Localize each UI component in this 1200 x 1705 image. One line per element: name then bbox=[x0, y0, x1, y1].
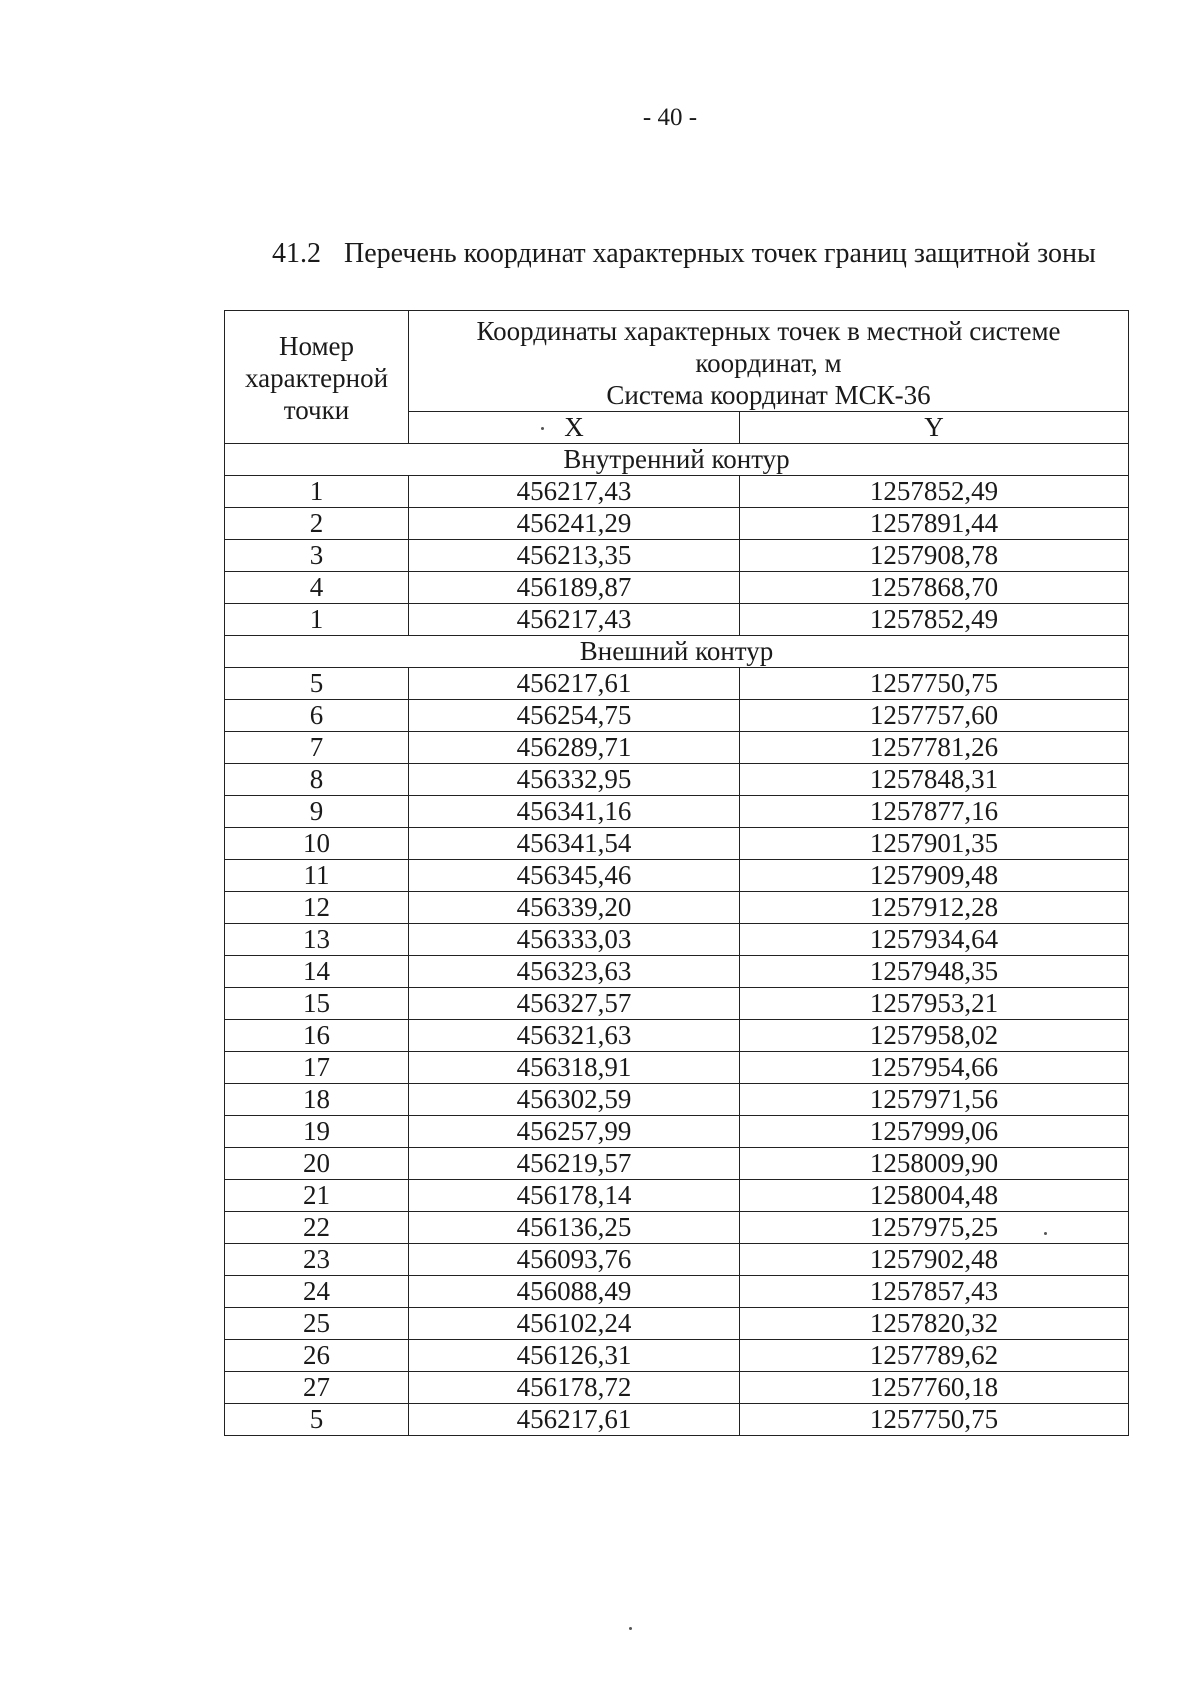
table-row bbox=[225, 1020, 1129, 1052]
table-row bbox=[225, 668, 1129, 700]
x-coordinate-cell: 456254,75 bbox=[409, 700, 740, 732]
section-title: Внутренний контур bbox=[225, 444, 1129, 476]
point-number-cell: 19 bbox=[225, 1116, 409, 1148]
y-coordinate-cell: 1257852,49 bbox=[740, 476, 1129, 508]
x-coordinate-cell: 456289,71 bbox=[409, 732, 740, 764]
y-coordinate-cell: 1257954,66 bbox=[740, 1052, 1129, 1084]
table-row bbox=[225, 1180, 1129, 1212]
table-row bbox=[225, 1276, 1129, 1308]
y-coordinate-cell: 1257934,64 bbox=[740, 924, 1129, 956]
x-coordinate-cell: 456217,43 bbox=[409, 604, 740, 636]
table-row bbox=[225, 764, 1129, 796]
y-coordinate-cell: 1257953,21 bbox=[740, 988, 1129, 1020]
section-title: Перечень координат характерных точек границ защитной зоны bbox=[344, 238, 1096, 269]
y-coordinate-cell: 1257948,35 bbox=[740, 956, 1129, 988]
y-coordinate-cell: 1257757,60 bbox=[740, 700, 1129, 732]
point-number-cell: 24 bbox=[225, 1276, 409, 1308]
x-coordinate-cell: 456189,87 bbox=[409, 572, 740, 604]
x-coordinate-cell: 456302,59 bbox=[409, 1084, 740, 1116]
header-point-number-line: точки bbox=[283, 395, 350, 425]
scan-speck bbox=[1044, 1232, 1047, 1235]
scan-speck bbox=[541, 427, 544, 430]
point-number-cell: 11 bbox=[225, 860, 409, 892]
y-coordinate-cell: 1257750,75 bbox=[740, 1404, 1129, 1436]
point-number-cell: 14 bbox=[225, 956, 409, 988]
table-row bbox=[225, 1052, 1129, 1084]
point-number-cell: 22 bbox=[225, 1212, 409, 1244]
table-row bbox=[225, 828, 1129, 860]
table-body bbox=[225, 444, 1129, 1436]
section-row bbox=[225, 636, 1129, 668]
x-coordinate-cell: 456341,16 bbox=[409, 796, 740, 828]
x-coordinate-cell: 456339,20 bbox=[409, 892, 740, 924]
table-row bbox=[225, 1372, 1129, 1404]
table-row bbox=[225, 1116, 1129, 1148]
x-coordinate-cell: 456327,57 bbox=[409, 988, 740, 1020]
x-coordinate-cell: 456219,57 bbox=[409, 1148, 740, 1180]
section-heading bbox=[272, 238, 1096, 270]
table-row bbox=[225, 508, 1129, 540]
x-coordinate-cell: 456126,31 bbox=[409, 1340, 740, 1372]
table-row bbox=[225, 700, 1129, 732]
y-coordinate-cell: 1257975,25 bbox=[740, 1212, 1129, 1244]
header-y: Y bbox=[740, 412, 1129, 444]
section-number: 41.2 bbox=[272, 238, 321, 269]
header-coordinates bbox=[409, 311, 1129, 412]
x-coordinate-cell: 456217,61 bbox=[409, 668, 740, 700]
point-number-cell: 1 bbox=[225, 476, 409, 508]
table-row bbox=[225, 860, 1129, 892]
point-number-cell: 2 bbox=[225, 508, 409, 540]
x-coordinate-cell: 456088,49 bbox=[409, 1276, 740, 1308]
x-coordinate-cell: 456213,35 bbox=[409, 540, 740, 572]
y-coordinate-cell: 1257908,78 bbox=[740, 540, 1129, 572]
point-number-cell: 12 bbox=[225, 892, 409, 924]
x-coordinate-cell: 456321,63 bbox=[409, 1020, 740, 1052]
point-number-cell: 21 bbox=[225, 1180, 409, 1212]
point-number-cell: 27 bbox=[225, 1372, 409, 1404]
page-number: - 40 - bbox=[642, 104, 698, 131]
point-number-cell: 3 bbox=[225, 540, 409, 572]
y-coordinate-cell: 1257912,28 bbox=[740, 892, 1129, 924]
coordinates-table bbox=[224, 310, 1129, 1436]
x-coordinate-cell: 456333,03 bbox=[409, 924, 740, 956]
x-coordinate-cell: 456345,46 bbox=[409, 860, 740, 892]
point-number-cell: 7 bbox=[225, 732, 409, 764]
point-number-cell: 17 bbox=[225, 1052, 409, 1084]
table-row bbox=[225, 796, 1129, 828]
x-coordinate-cell: 456217,43 bbox=[409, 476, 740, 508]
y-coordinate-cell: 1257868,70 bbox=[740, 572, 1129, 604]
table-row bbox=[225, 604, 1129, 636]
y-coordinate-cell: 1257958,02 bbox=[740, 1020, 1129, 1052]
x-coordinate-cell: 456102,24 bbox=[409, 1308, 740, 1340]
y-coordinate-cell: 1257891,44 bbox=[740, 508, 1129, 540]
point-number-cell: 4 bbox=[225, 572, 409, 604]
section-title: Внешний контур bbox=[225, 636, 1129, 668]
table-row bbox=[225, 1084, 1129, 1116]
y-coordinate-cell: 1257820,32 bbox=[740, 1308, 1129, 1340]
y-coordinate-cell: 1258009,90 bbox=[740, 1148, 1129, 1180]
table-row bbox=[225, 1212, 1129, 1244]
table-row bbox=[225, 572, 1129, 604]
table-row bbox=[225, 732, 1129, 764]
y-coordinate-cell: 1257909,48 bbox=[740, 860, 1129, 892]
point-number-cell: 10 bbox=[225, 828, 409, 860]
y-coordinate-cell: 1257999,06 bbox=[740, 1116, 1129, 1148]
x-coordinate-cell: 456093,76 bbox=[409, 1244, 740, 1276]
header-point-number-line: Номер bbox=[278, 331, 355, 361]
table-row bbox=[225, 1340, 1129, 1372]
table-row bbox=[225, 1308, 1129, 1340]
header-point-number-line: характерной bbox=[244, 363, 389, 393]
point-number-cell: 25 bbox=[225, 1308, 409, 1340]
point-number-cell: 26 bbox=[225, 1340, 409, 1372]
y-coordinate-cell: 1257781,26 bbox=[740, 732, 1129, 764]
y-coordinate-cell: 1258004,48 bbox=[740, 1180, 1129, 1212]
point-number-cell: 20 bbox=[225, 1148, 409, 1180]
x-coordinate-cell: 456217,61 bbox=[409, 1404, 740, 1436]
y-coordinate-cell: 1257789,62 bbox=[740, 1340, 1129, 1372]
point-number-cell: 9 bbox=[225, 796, 409, 828]
point-number-cell: 5 bbox=[225, 1404, 409, 1436]
scan-speck bbox=[629, 1627, 632, 1630]
y-coordinate-cell: 1257848,31 bbox=[740, 764, 1129, 796]
header-x: X bbox=[409, 412, 740, 444]
x-coordinate-cell: 456136,25 bbox=[409, 1212, 740, 1244]
x-coordinate-cell: 456318,91 bbox=[409, 1052, 740, 1084]
x-coordinate-cell: 456241,29 bbox=[409, 508, 740, 540]
y-coordinate-cell: 1257901,35 bbox=[740, 828, 1129, 860]
x-coordinate-cell: 456178,72 bbox=[409, 1372, 740, 1404]
table-row bbox=[225, 1244, 1129, 1276]
x-coordinate-cell: 456332,95 bbox=[409, 764, 740, 796]
x-coordinate-cell: 456257,99 bbox=[409, 1116, 740, 1148]
y-coordinate-cell: 1257877,16 bbox=[740, 796, 1129, 828]
x-coordinate-cell: 456341,54 bbox=[409, 828, 740, 860]
table-row bbox=[225, 540, 1129, 572]
point-number-cell: 8 bbox=[225, 764, 409, 796]
y-coordinate-cell: 1257750,75 bbox=[740, 668, 1129, 700]
table-row bbox=[225, 924, 1129, 956]
table-header bbox=[225, 311, 1129, 444]
point-number-cell: 18 bbox=[225, 1084, 409, 1116]
header-coordinates-line: Координаты характерных точек в местной системе bbox=[476, 316, 1061, 346]
point-number-cell: 1 bbox=[225, 604, 409, 636]
section-row bbox=[225, 444, 1129, 476]
table-row bbox=[225, 1148, 1129, 1180]
point-number-cell: 15 bbox=[225, 988, 409, 1020]
point-number-cell: 13 bbox=[225, 924, 409, 956]
point-number-cell: 5 bbox=[225, 668, 409, 700]
y-coordinate-cell: 1257971,56 bbox=[740, 1084, 1129, 1116]
point-number-cell: 23 bbox=[225, 1244, 409, 1276]
header-point-number bbox=[225, 311, 409, 444]
header-coordinates-line: координат, м bbox=[695, 348, 842, 378]
y-coordinate-cell: 1257852,49 bbox=[740, 604, 1129, 636]
table-row bbox=[225, 892, 1129, 924]
table-row bbox=[225, 956, 1129, 988]
y-coordinate-cell: 1257902,48 bbox=[740, 1244, 1129, 1276]
table-row bbox=[225, 1404, 1129, 1436]
x-coordinate-cell: 456323,63 bbox=[409, 956, 740, 988]
header-coordinates-line: Система координат МСК-36 bbox=[606, 380, 931, 410]
table-row bbox=[225, 476, 1129, 508]
x-coordinate-cell: 456178,14 bbox=[409, 1180, 740, 1212]
point-number-cell: 16 bbox=[225, 1020, 409, 1052]
table-row bbox=[225, 988, 1129, 1020]
y-coordinate-cell: 1257857,43 bbox=[740, 1276, 1129, 1308]
y-coordinate-cell: 1257760,18 bbox=[740, 1372, 1129, 1404]
point-number-cell: 6 bbox=[225, 700, 409, 732]
